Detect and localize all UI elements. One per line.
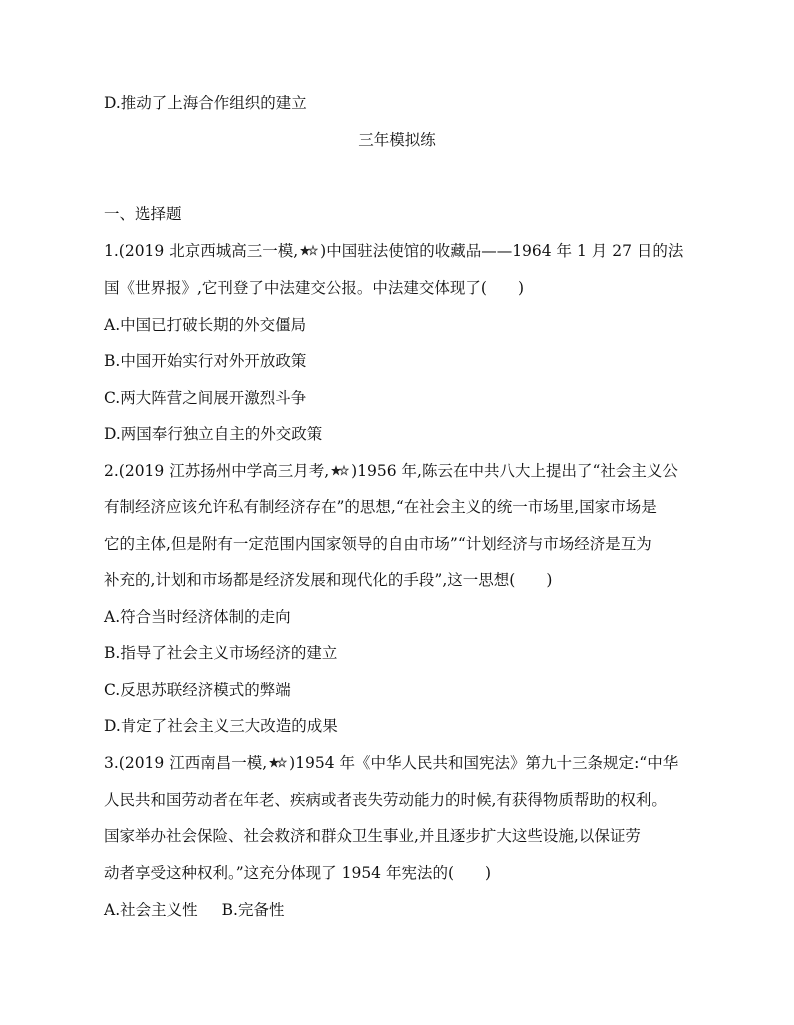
question-2-option-b: B.指导了社会主义市场经济的建立	[104, 644, 338, 662]
question-3-options-row	[104, 900, 284, 920]
question-2-source: 2.(2019 江苏扬州中学高三月考,	[104, 462, 330, 480]
question-1-stem-line-1	[104, 241, 683, 261]
question-2-stem-line-1	[104, 461, 678, 481]
question-2-stem-line-2: 有制经济应该允许私有制经济存在”的思想,“在社会主义的统一市场里,国家市场是	[104, 498, 657, 516]
difficulty-star-icon	[330, 464, 350, 477]
question-1-option-d: D.两国奉行独立自主的外交政策	[104, 425, 323, 443]
question-2-stem-line-3: 它的主体,但是附有一定范围内国家领导的自由市场”“计划经济与市场经济是互为	[104, 535, 652, 553]
question-1-option-a: A.中国已打破长期的外交僵局	[104, 316, 307, 334]
question-2-option-d: D.肯定了社会主义三大改造的成果	[104, 717, 338, 735]
difficulty-star-icon	[299, 244, 319, 257]
question-3-option-b: B.完备性	[221, 901, 285, 919]
question-3-option-a: A.社会主义性	[104, 901, 198, 919]
prev-option-d: D.推动了上海合作组织的建立	[104, 94, 307, 112]
section-title: 三年模拟练	[358, 131, 436, 149]
question-2-option-a: A.符合当时经济体制的走向	[104, 608, 291, 626]
question-1-stem-text: )中国驻法使馆的收藏品——1964 年 1 月 27 日的法	[320, 242, 684, 260]
question-3-stem-line-4: 动者享受这种权利。”这充分体现了 1954 年宪法的( )	[104, 864, 492, 882]
question-1-stem-line-2: 国《世界报》,它刊登了中法建交公报。中法建交体现了( )	[104, 279, 525, 297]
difficulty-star-icon	[268, 756, 288, 769]
question-3-source: 3.(2019 江西南昌一模,	[104, 754, 268, 772]
question-1-option-c: C.两大阵营之间展开激烈斗争	[104, 389, 307, 407]
question-2-stem-text: )1956 年,陈云在中共八大上提出了“社会主义公	[351, 462, 678, 480]
question-3-stem-line-1	[104, 753, 678, 773]
question-1-source: 1.(2019 北京西城高三一模,	[104, 242, 299, 260]
question-3-stem-line-2: 人民共和国劳动者在年老、疾病或者丧失劳动能力的时候,有获得物质帮助的权利。	[104, 791, 667, 809]
question-2-stem-line-4: 补充的,计划和市场都是经济发展和现代化的手段”,这一思想( )	[104, 571, 553, 589]
question-2-option-c: C.反思苏联经济模式的弊端	[104, 681, 291, 699]
question-1-option-b: B.中国开始实行对外开放政策	[104, 352, 307, 370]
part-heading: 一、选择题	[104, 205, 182, 223]
question-3-stem-text: )1954 年《中华人民共和国宪法》第九十三条规定:“中华	[289, 754, 679, 772]
question-3-stem-line-3: 国家举办社会保险、社会救济和群众卫生事业,并且逐步扩大这些设施,以保证劳	[104, 827, 641, 845]
